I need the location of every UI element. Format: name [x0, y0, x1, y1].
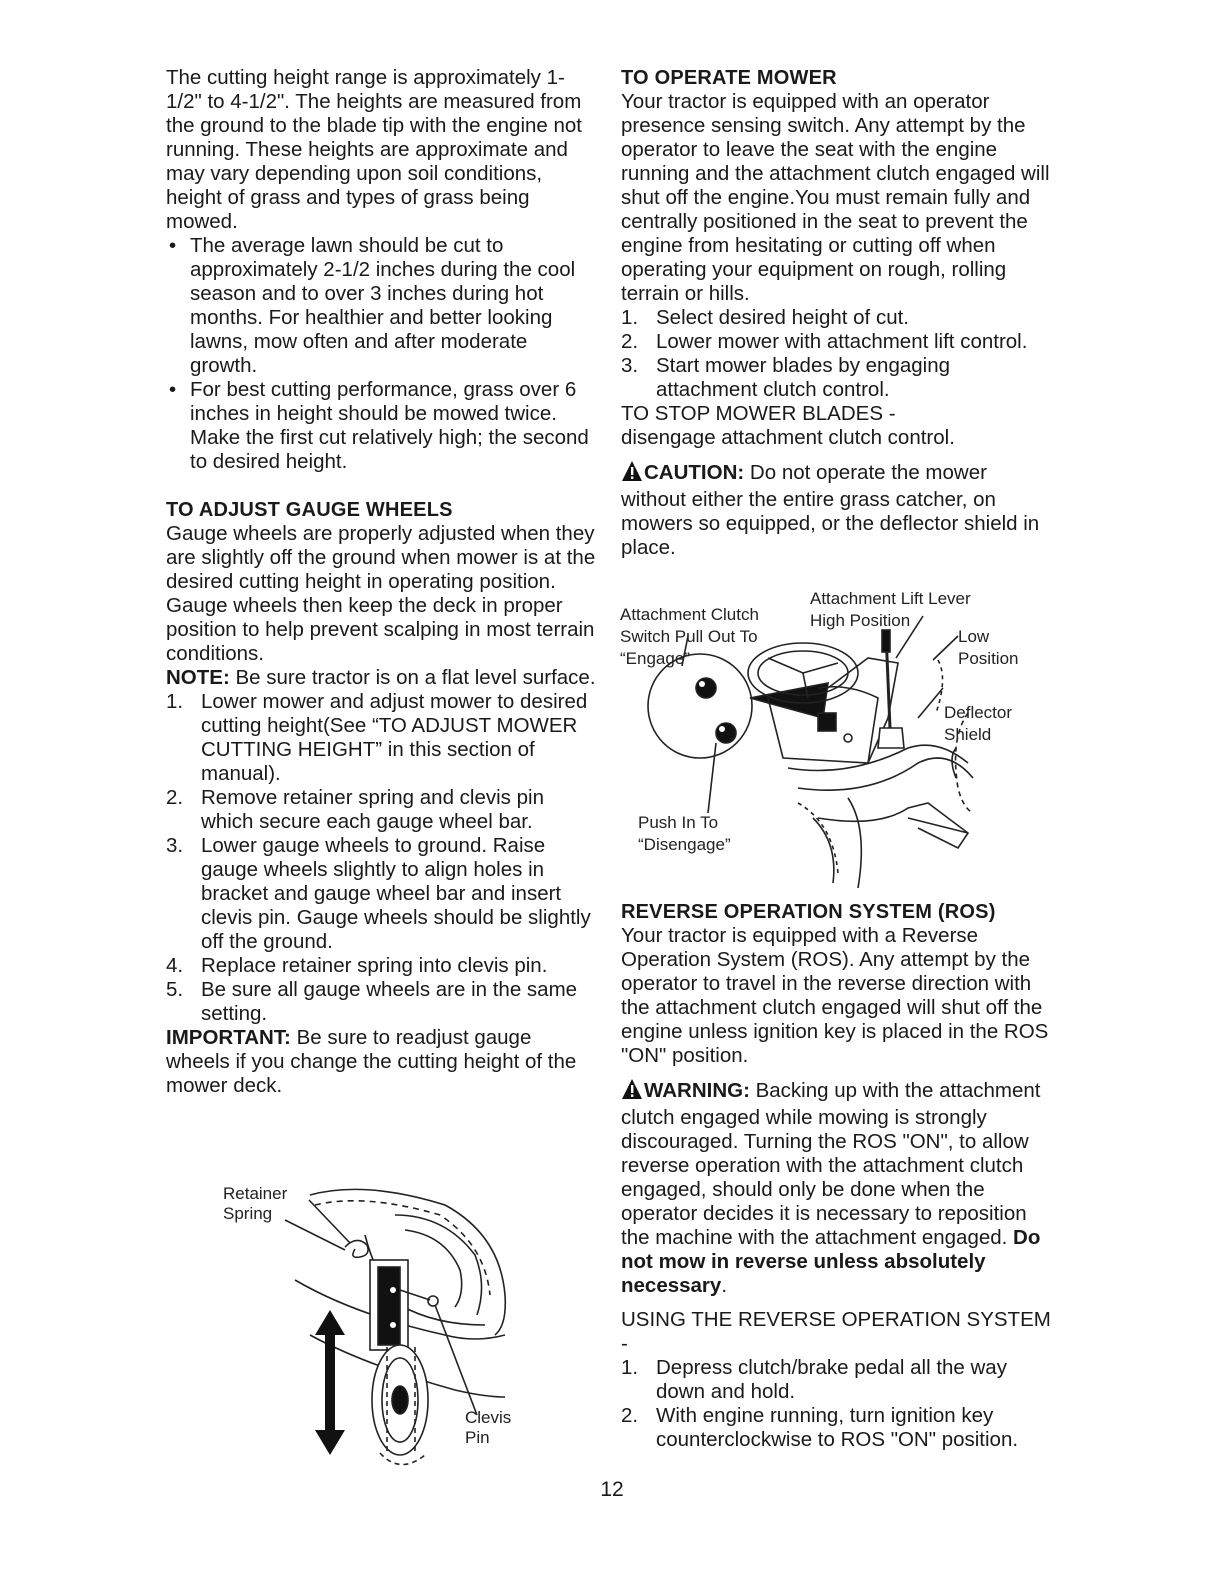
step-text: Replace retainer spring into clevis pin. — [201, 954, 548, 977]
important-label: IMPORTANT: — [166, 1026, 291, 1049]
step-text: Select desired height of cut. — [656, 306, 909, 329]
list-item — [621, 330, 1051, 354]
warning-label: WARNING: — [644, 1079, 750, 1102]
step-number: 1. — [166, 690, 184, 713]
step-number: 4. — [166, 954, 184, 977]
important-paragraph — [166, 1026, 596, 1098]
step-number: 5. — [166, 978, 184, 1001]
operate-mower-text: Your tractor is equipped with an operator presence sensing switch. Any attempt by the operator to leave the seat with the engine running and the attachment clutch engaged will shut off the engine.You must remain fully and centrally positioned in the seat to prevent the engine from hesitating or cutting off when operating your equipment on rough, rolling terrain or hills. — [621, 90, 1050, 305]
list-item — [621, 354, 1051, 402]
operate-steps-list — [621, 306, 1051, 402]
step-text: Lower mower and adjust mower to desired cutting height(See “TO ADJUST MOWER CUTTING HEIGHT” in this section of manual). — [201, 690, 588, 785]
right-column-top — [621, 66, 1051, 560]
step-number: 3. — [166, 834, 184, 857]
step-text: Lower gauge wheels to ground. Raise gauge wheels slightly to align holes in bracket and gauge wheel bar and insert clevis pin. Gauge wheels should be slightly off the ground. — [201, 834, 591, 953]
step-number: 3. — [621, 354, 639, 377]
using-ros-heading: USING THE REVERSE OPERATION SYSTEM - — [621, 1308, 1051, 1355]
ros-heading: REVERSE OPERATION SYSTEM (ROS) — [621, 901, 996, 923]
caution-paragraph — [621, 460, 1051, 560]
caution-text: Do not operate the mower without either the entire grass catcher, on mowers so equipped, or the deflector shield in place. — [621, 461, 1040, 559]
warning-text: Backing up with the attachment clutch engaged while mowing is strongly discouraged. Turning the ROS "ON", to allow reverse operation with the attachment clutch engaged, should only be done when the operator decides it is necessary to reposition the machine with the attachment engaged. — [621, 1079, 1041, 1249]
list-item — [166, 690, 596, 786]
ros-text: Your tractor is equipped with a Reverse Operation System (ROS). Any attempt by the operator to travel in the reverse direction with the attachment clutch engaged will shut off the engine unless ignition key is placed in the ROS "ON" position. — [621, 924, 1049, 1067]
push-label-1: Push In To — [638, 813, 719, 832]
clevis-label: Clevis — [465, 1408, 512, 1427]
tractor-controls-figure — [618, 588, 1038, 893]
step-number: 2. — [621, 330, 639, 353]
list-item — [166, 786, 596, 834]
step-number: 2. — [621, 1404, 639, 1427]
warning-end: . — [721, 1274, 728, 1297]
deflector-label-2: Shield — [944, 725, 992, 744]
retainer-label: Retainer — [223, 1184, 288, 1203]
push-label-2: “Disengage” — [638, 835, 731, 854]
list-item — [166, 834, 596, 954]
using-ros-steps-list — [621, 1356, 1051, 1452]
step-number: 2. — [166, 786, 184, 809]
step-number: 1. — [621, 1356, 639, 1379]
note-paragraph — [166, 666, 596, 690]
cutting-tips-list — [166, 234, 596, 474]
step-number: 1. — [621, 306, 639, 329]
gauge-wheels-text: Gauge wheels are properly adjusted when they are slightly off the ground when mower is at the desired cutting height in operating position. Gauge wheels then keep the deck in proper position to help prevent scalping in most terrain conditions. — [166, 522, 596, 665]
gauge-wheels-heading: TO ADJUST GAUGE WHEELS — [166, 499, 453, 521]
clutch-label-2: Switch Pull Out To — [620, 627, 758, 646]
page-number: 12 — [600, 1478, 624, 1501]
low-label-2: Position — [958, 649, 1019, 668]
left-column — [166, 66, 596, 1098]
list-item — [166, 954, 596, 978]
list-item — [166, 978, 596, 1026]
step-text: Depress clutch/brake pedal all the way down and hold. — [656, 1356, 1007, 1403]
warning-triangle-icon — [621, 1078, 643, 1106]
low-label-1: Low — [958, 627, 990, 646]
warning-bold-text: Do not mow in reverse unless absolutely necessary — [621, 1226, 1041, 1297]
step-text: Be sure all gauge wheels are in the same setting. — [201, 978, 578, 1025]
operate-mower-heading: TO OPERATE MOWER — [621, 67, 837, 89]
list-item: • The average lawn should be cut to approximately 2-1/2 inches during the cool season and to over 3 inches during hot months. For healthier and better looking lawns, mow often and after moderate growth. — [166, 234, 596, 378]
clutch-label-1: Attachment Clutch — [620, 605, 759, 624]
gauge-steps-list — [166, 690, 596, 1026]
pin-label: Pin — [465, 1428, 490, 1447]
warning-paragraph — [621, 1078, 1051, 1298]
step-text: Remove retainer spring and clevis pin which secure each gauge wheel bar. — [201, 786, 544, 833]
caution-label: CAUTION: — [644, 461, 745, 484]
spring-label: Spring — [223, 1204, 273, 1223]
stop-blades-line1: TO STOP MOWER BLADES - — [621, 402, 896, 425]
lift-lever-label: Attachment Lift Lever — [810, 589, 971, 608]
note-text: Be sure tractor is on a flat level surface. — [229, 666, 596, 689]
deflector-label-1: Deflector — [944, 703, 1013, 722]
list-item: • For best cutting performance, grass over 6 inches in height should be mowed twice. Make the first cut relatively high; the second to desired height. — [166, 378, 596, 474]
step-text: Start mower blades by engaging attachment clutch control. — [656, 354, 951, 401]
important-text: Be sure to readjust gauge wheels if you change the cutting height of the mower deck. — [166, 1026, 577, 1097]
clutch-label-3: “Engage” — [620, 649, 690, 668]
note-label: NOTE: — [166, 666, 230, 689]
cutting-height-intro: The cutting height range is approximately 1-1/2" to 4-1/2". The heights are measured from the ground to the blade tip with the engine not running. These heights are approximate and may vary depending upon soil conditions, height of grass and types of grass being mowed. — [166, 66, 583, 233]
list-item — [621, 1356, 1051, 1404]
step-text: Lower mower with attachment lift control. — [656, 330, 1028, 353]
stop-blades-line2: disengage attachment clutch control. — [621, 426, 955, 449]
step-text: With engine running, turn ignition key counterclockwise to ROS "ON" position. — [656, 1404, 1019, 1451]
list-item — [621, 1404, 1051, 1452]
right-column-bottom — [621, 900, 1051, 1452]
gauge-wheel-figure — [215, 1175, 535, 1475]
high-position-label: High Position — [810, 611, 911, 630]
caution-triangle-icon — [621, 460, 643, 488]
list-item — [621, 306, 1051, 330]
